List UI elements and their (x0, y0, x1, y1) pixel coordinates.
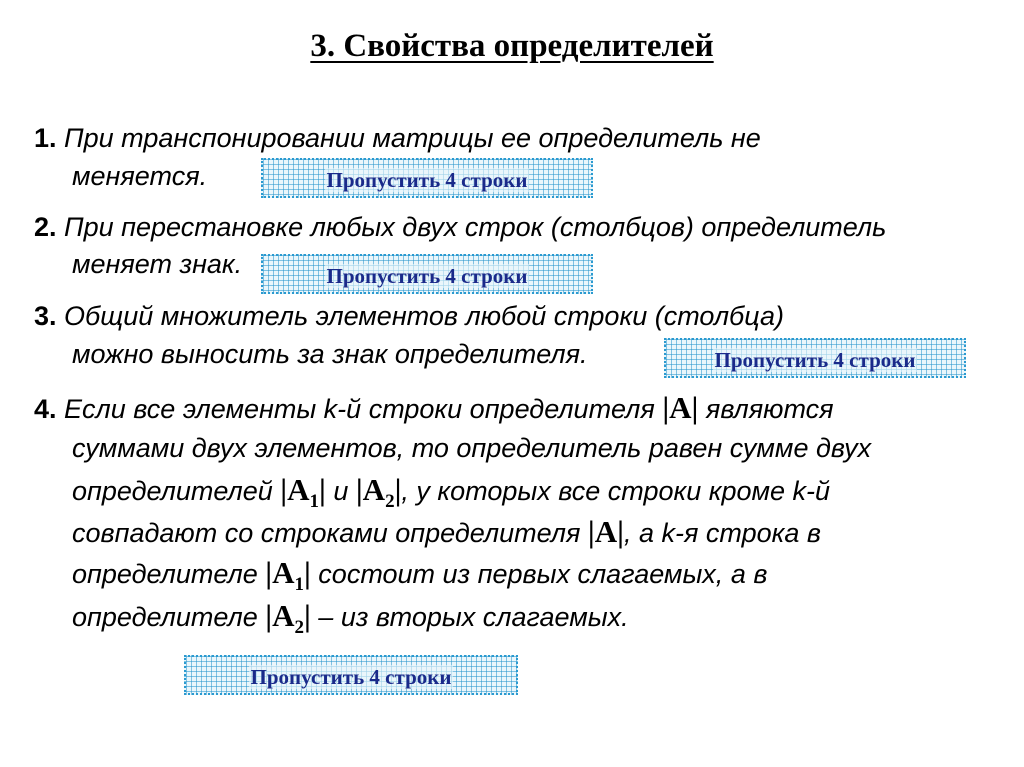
property-3-line-1 (34, 300, 784, 332)
property-4-text-4a: совпадают со строками определителя (72, 518, 588, 548)
property-4-text-1a: Если все элементы k-й строки определителя (64, 394, 663, 424)
property-4-line-3 (72, 474, 830, 518)
property-4-text-5b: состоит из первых слагаемых, а в (310, 559, 768, 589)
skip-4-lines-button-2[interactable] (261, 254, 593, 294)
property-4-text-4b: , а k-я строка в (623, 518, 821, 548)
property-2-line-1 (34, 211, 886, 243)
skip-4-lines-button-3[interactable] (664, 338, 966, 378)
property-1-number: 1. (34, 123, 57, 153)
skip-4-lines-button-1-label: Пропустить 4 строки (326, 168, 528, 192)
matrix-a1-symbol-2: $|A_1|$ (265, 555, 311, 596)
property-4-line-6 (72, 600, 629, 644)
property-2-number: 2. (34, 212, 57, 242)
property-1-line-2: меняется. (72, 161, 208, 191)
property-4-and: и (325, 476, 356, 506)
property-3-number: 3. (34, 301, 57, 331)
property-2-text: При перестановке любых двух строк (столбцов) определитель (64, 212, 887, 242)
property-4-text-6a: определителе (72, 602, 266, 632)
matrix-a2-symbol: $|A_2|$ (355, 472, 402, 513)
matrix-a2-symbol-2: $|A_2|$ (265, 598, 311, 639)
property-1-text: При транспонировании матрицы ее определитель не (64, 123, 761, 153)
property-4-number: 4. (34, 394, 57, 424)
property-4-text-5a: определителе (72, 559, 266, 589)
property-2-line-2: меняет знак. (72, 249, 243, 279)
matrix-a-symbol-2: |A| (587, 514, 624, 549)
property-4-text-3a: определителей (72, 476, 281, 506)
property-1-line-1 (34, 122, 761, 154)
property-4-text-3b: , у которых все строки кроме k-й (401, 476, 831, 506)
property-4-line-1 (34, 392, 834, 425)
property-3-line-2: можно выносить за знак определителя. (72, 339, 588, 369)
property-4-text-6b: – из вторых слагаемых. (310, 602, 629, 632)
property-4-line-2: суммами двух элементов, то определитель равен сумме двух (72, 433, 872, 463)
skip-4-lines-button-4-label: Пропустить 4 строки (250, 665, 452, 689)
property-4-text-1b: являются (698, 394, 834, 424)
property-3-text: Общий множитель элементов любой строки (столбца) (64, 301, 784, 331)
skip-4-lines-button-4[interactable] (184, 655, 518, 695)
property-4-line-5 (72, 557, 767, 601)
matrix-a-symbol: |A| (662, 390, 699, 425)
matrix-a1-symbol: $|A_1|$ (280, 472, 326, 513)
property-4-line-4 (72, 516, 821, 549)
skip-4-lines-button-1[interactable] (261, 158, 593, 198)
page-title: 3. Свойства определителей (310, 28, 714, 64)
skip-4-lines-button-2-label: Пропустить 4 строки (326, 264, 528, 288)
skip-4-lines-button-3-label: Пропустить 4 строки (714, 348, 916, 372)
